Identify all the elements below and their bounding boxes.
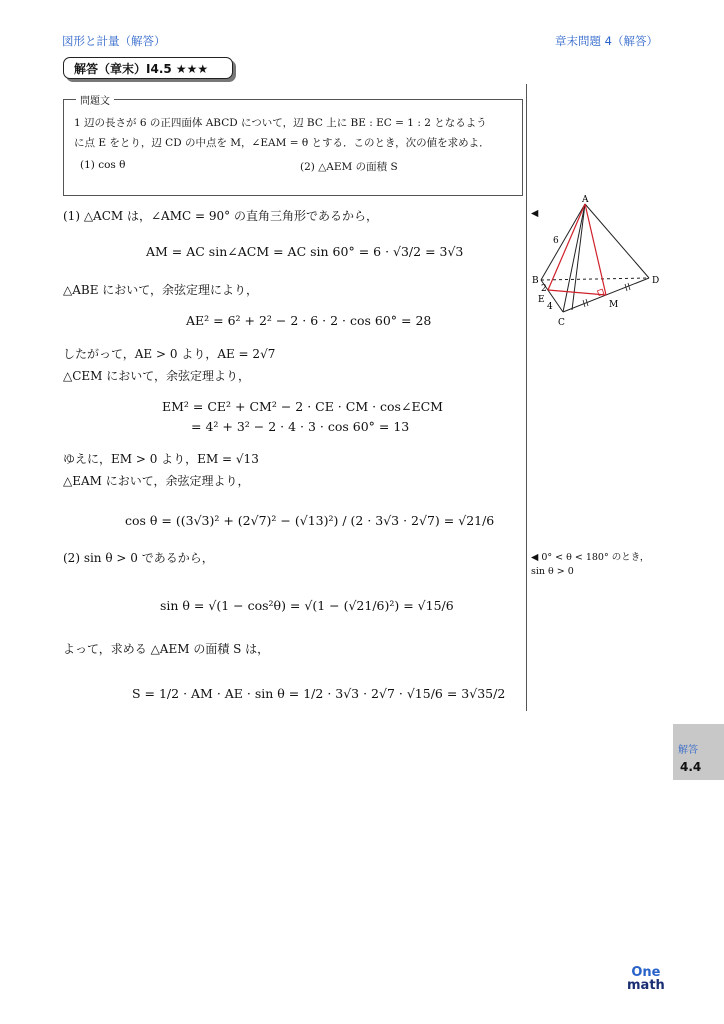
header-right-title: 章末問題 4（解答） <box>555 34 658 48</box>
question-1: (1) cos θ <box>80 159 126 171</box>
label-c: C <box>558 318 565 328</box>
side-note-line-2: sin θ > 0 <box>531 566 574 577</box>
question-2: (2) △AEM の面積 S <box>300 161 398 173</box>
solution-text-7: (2) sin θ > 0 であるから， <box>63 551 214 565</box>
label-four: 4 <box>547 302 553 312</box>
equation-em-1: EM² = CE² + CM² − 2 · CE · CM · cos∠ECM <box>162 399 443 414</box>
equation-em-2: = 4² + 3² − 2 · 4 · 3 · cos 60° = 13 <box>191 419 410 434</box>
answer-badge: 解答（章末）I4.5 ★★★ <box>63 57 233 79</box>
equation-ae: AE² = 6² + 2² − 2 · 6 · 2 · cos 60° = 28 <box>186 313 432 328</box>
header-left-title: 図形と計量（解答） <box>62 34 166 48</box>
edge-ab <box>541 204 585 280</box>
label-two: 2 <box>541 284 547 294</box>
solution-text-3: したがって，AE > 0 より，AE = 2√7 <box>63 347 276 361</box>
label-b: B <box>532 276 539 286</box>
tetrahedron-figure <box>527 190 677 330</box>
tetrahedron-edges <box>541 204 649 312</box>
segment-am <box>585 204 606 295</box>
logo-line-1: One <box>631 965 661 980</box>
label-six: 6 <box>553 236 559 246</box>
logo-line-2: math <box>627 978 665 993</box>
solution-text-1: (1) △ACM は，∠AMC = 90° の直角三角形であるから， <box>63 209 378 223</box>
label-e: E <box>538 295 545 305</box>
solution-text-5: ゆえに，EM > 0 より，EM = √13 <box>63 452 259 466</box>
problem-line-1: 1 辺の長さが 6 の正四面体 ABCD について，辺 BC 上に BE : EC = 1 : 2 となるよう <box>74 117 487 129</box>
chapter-tab-number: 4.4 <box>680 760 702 774</box>
edge-ad <box>585 204 649 278</box>
label-a: A <box>582 195 589 205</box>
column-divider <box>526 84 527 711</box>
solution-text-6: △EAM において，余弦定理より， <box>63 474 250 488</box>
problem-line-2: に点 E をとり，辺 CD の中点を M，∠EAM = θ とする．このとき，次の値を求めよ． <box>74 137 490 149</box>
equation-am: AM = AC sin∠ACM = AC sin 60° = 6 · √3/2 = 3√3 <box>146 244 464 259</box>
equation-cos: cos θ = ((3√3)² + (2√7)² − (√13)²) / (2 · 3√3 · 2√7) = √21/6 <box>125 513 495 528</box>
equation-area: S = 1/2 · AM · AE · sin θ = 1/2 · 3√3 · 2√7 · √15/6 = 3√35/2 <box>132 686 506 701</box>
edge-bd-hidden <box>541 278 649 280</box>
chapter-tab-label: 解答 <box>678 745 698 756</box>
solution-text-4: △CEM において，余弦定理より， <box>63 369 251 383</box>
solution-text-2: △ABE において，余弦定理により， <box>63 283 259 297</box>
right-angle-mark <box>597 289 603 295</box>
solution-text-8: よって，求める △AEM の面積 S は， <box>63 642 270 656</box>
equation-sin: sin θ = √(1 − cos²θ) = √(1 − (√21/6)²) = √15/6 <box>160 598 454 613</box>
problem-title: 問題文 <box>76 92 114 107</box>
brand-logo <box>627 966 665 992</box>
label-d: D <box>652 276 660 286</box>
side-note-line-1: ◀ 0° < θ < 180° のとき， <box>531 552 650 563</box>
label-m: M <box>609 300 619 310</box>
side-note-arrow: ◀ <box>531 208 539 219</box>
